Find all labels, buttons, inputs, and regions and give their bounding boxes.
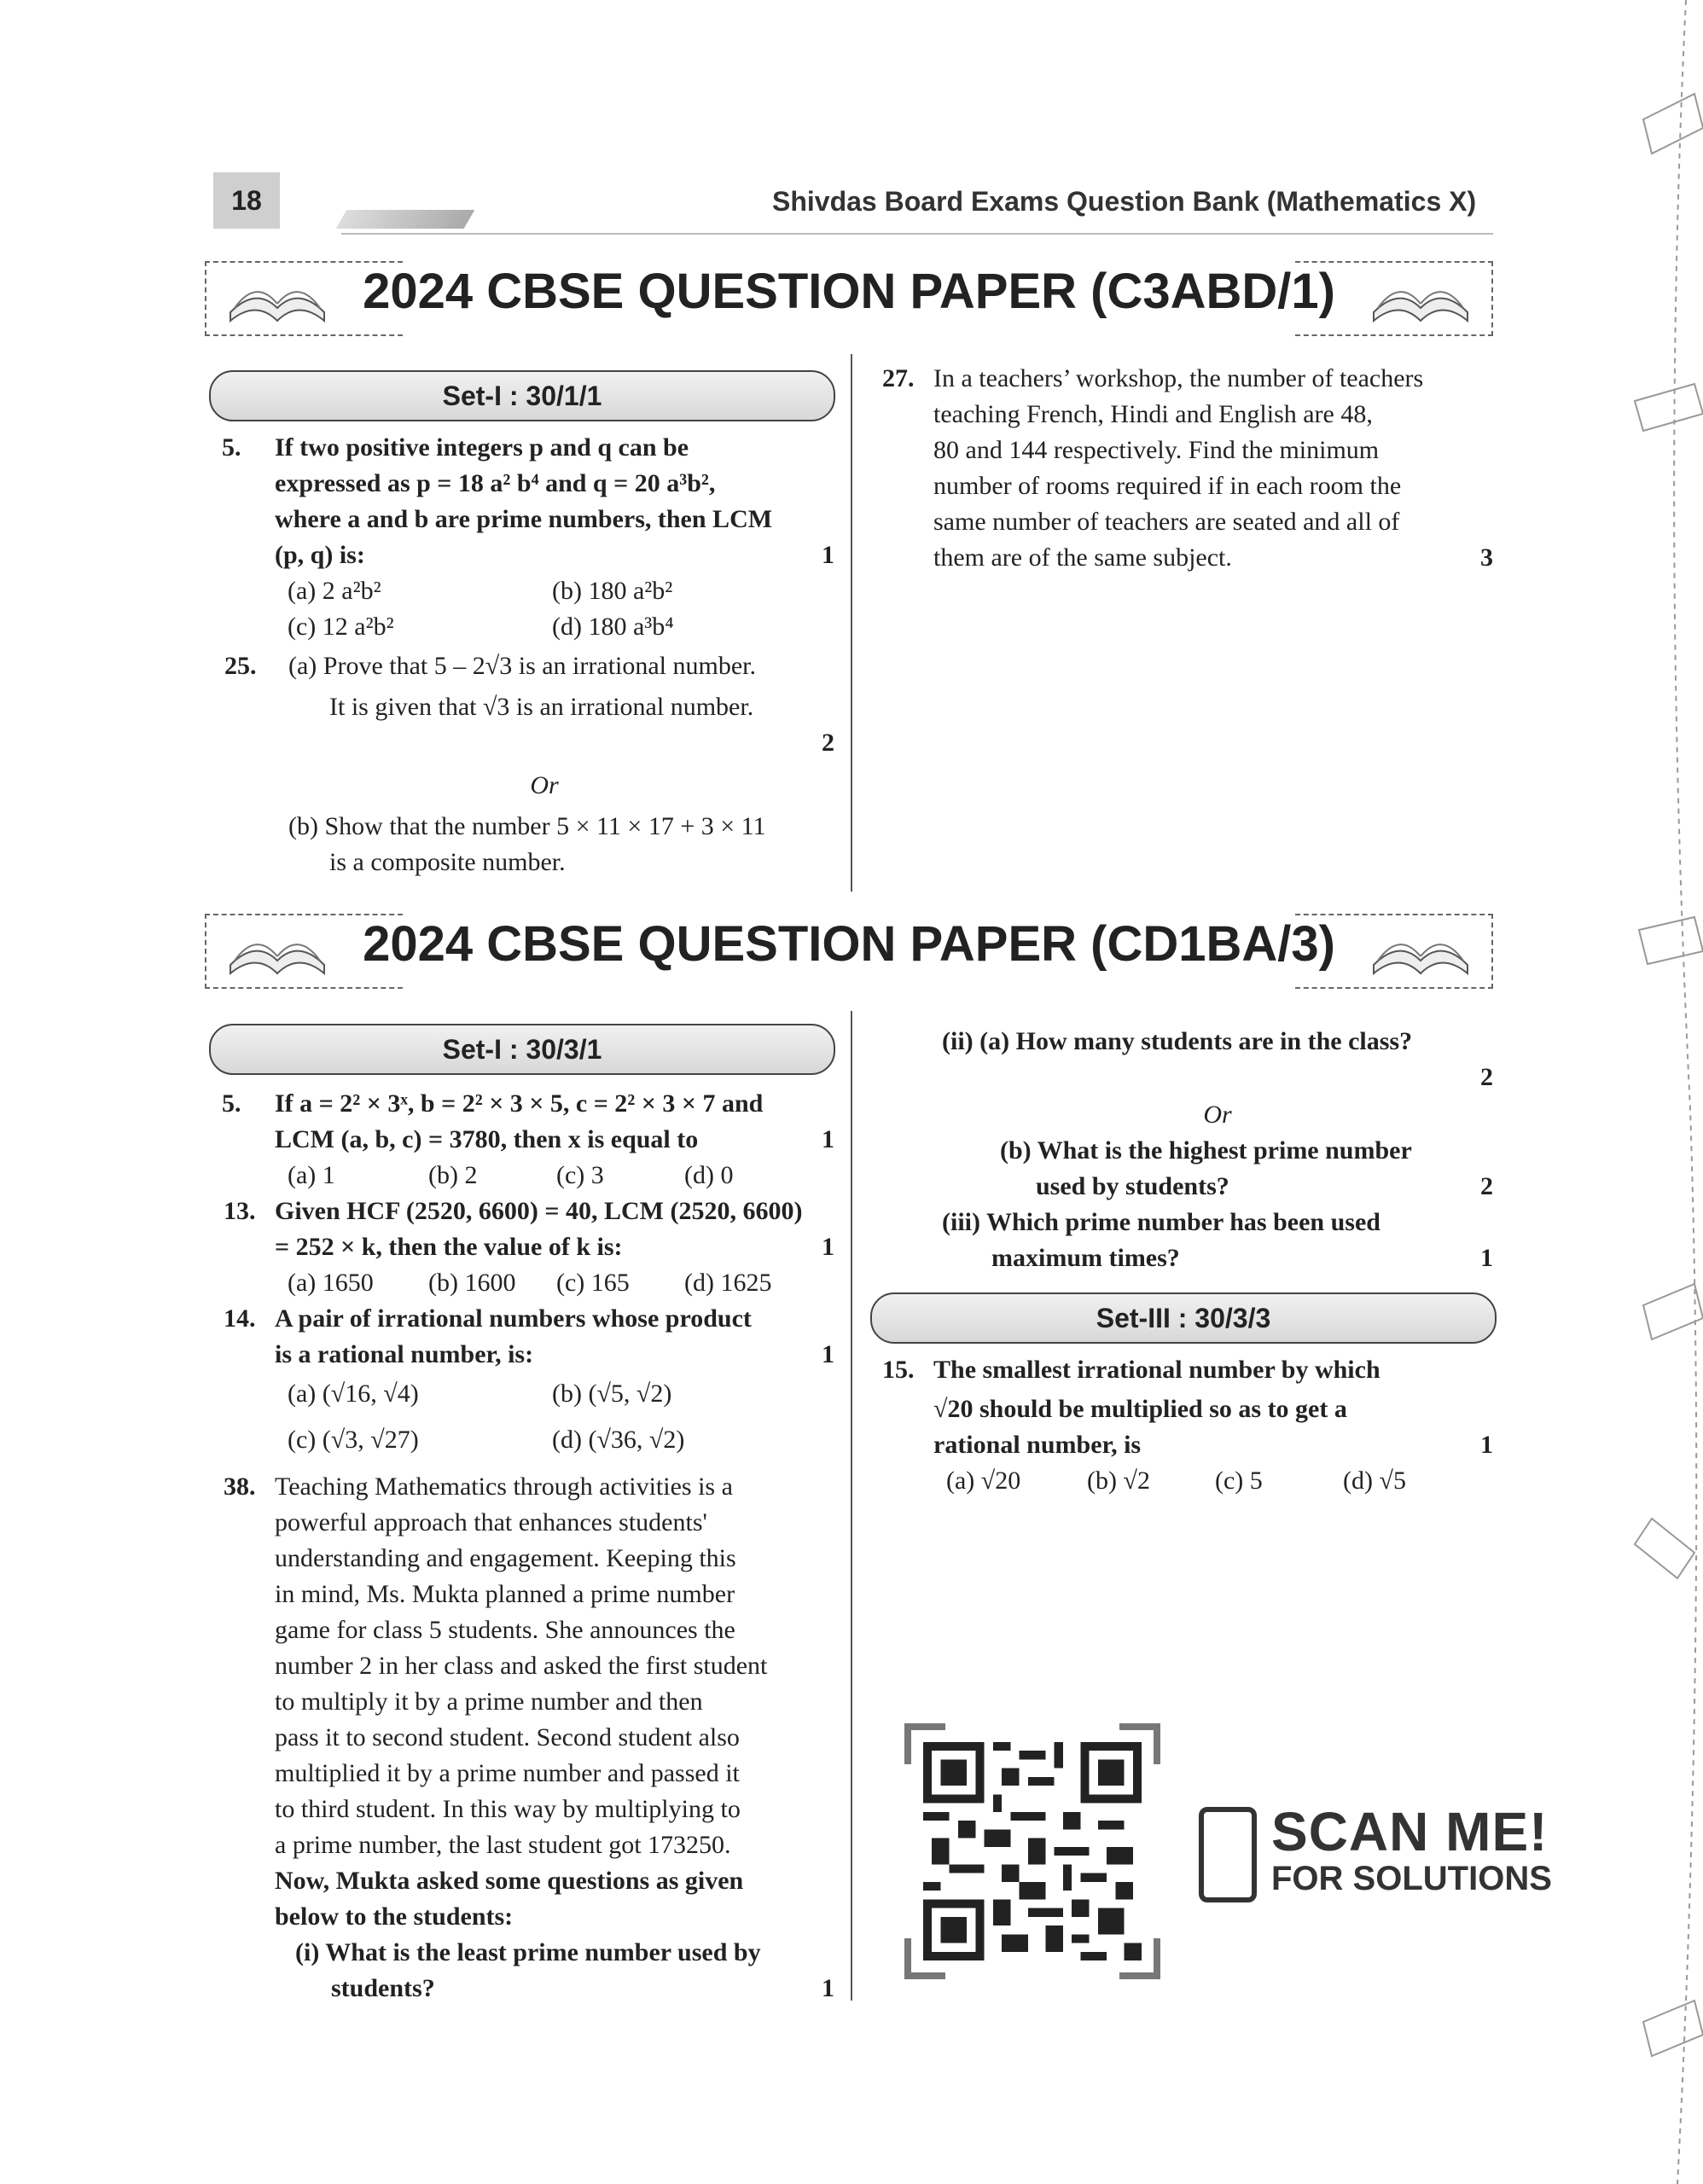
option-d: (d) 1625 [684,1269,772,1297]
marks: 1 [1480,1244,1493,1272]
question-line: It is given that √3 is an irrational number. [329,693,754,721]
question-line: is a rational number, is: [275,1340,534,1368]
section2-title: 2024 CBSE QUESTION PAPER (CD1BA/3) [363,916,1335,972]
question-5-s2 [222,1086,834,1194]
marks: 2 [1480,1063,1493,1091]
question-line: rational number, is [933,1431,1142,1459]
subquestion-i: (i) What is the least prime number used by [295,1938,761,1966]
passage-line: Now, Mukta asked some questions as given [275,1867,744,1895]
marks: 1 [822,541,834,569]
question-line: If two positive integers p and q can be [275,433,689,462]
question-line: Given HCF (2520, 6600) = 40, LCM (2520, 6600) [275,1197,803,1225]
marks: 1 [822,1974,834,2002]
question-38-s2 [224,1469,834,2007]
option-a: (a) 1 [288,1161,335,1189]
question-number: 14. [224,1304,256,1333]
for-solutions-label: FOR SOLUTIONS [1271,1860,1552,1897]
option-a: (a) √20 [946,1467,1021,1495]
marks: 3 [1480,543,1493,572]
option-c: (c) 165 [556,1269,630,1297]
option-a: (a) (√16, √4) [288,1380,419,1408]
question-number: 5. [222,1089,241,1118]
question-line: is a composite number. [329,848,566,876]
set-label: Set-I : 30/1/1 [209,370,835,421]
passage-line: powerful approach that enhances students' [275,1508,707,1536]
page-number: 18 [213,172,280,229]
passage-line: multiplied it by a prime number and passed it [275,1759,740,1787]
passage-line: to third student. In this way by multiplying to [275,1795,741,1823]
option-b: (b) 1600 [428,1269,516,1297]
marks: 1 [822,1233,834,1261]
question-line: (p, q) is: [275,541,365,569]
question-line: expressed as p = 18 a² b⁴ and q = 20 a³b², [275,469,716,497]
margin-decoration [1626,0,1703,2184]
set-label: Set-I : 30/3/1 [209,1024,835,1075]
section1-title: 2024 CBSE QUESTION PAPER (C3ABD/1) [363,264,1335,319]
question-13-s2 [224,1194,834,1301]
subquestion-ii: (ii) (a) How many students are in the class? [942,1027,1413,1055]
option-d: (d) √5 [1343,1467,1406,1495]
question-number: 5. [222,433,241,462]
set-label: Set-III : 30/3/3 [870,1292,1497,1344]
marks: 1 [822,1340,834,1368]
question-line: √20 should be multiplied so as to get a [933,1395,1347,1423]
option-a: (a) 1650 [288,1269,374,1297]
option-d: (d) (√36, √2) [552,1426,685,1454]
header-rule [341,233,1493,235]
passage-line: to multiply it by a prime number and then [275,1687,703,1716]
question-number: 15. [882,1356,915,1384]
qr-pattern [923,1742,1142,1960]
question-line: The smallest irrational number by which [933,1356,1380,1384]
section1-banner [205,256,1493,333]
passage-line: game for class 5 students. She announces the [275,1616,735,1644]
question-15-s3 [882,1352,1493,1499]
question-line: 80 and 144 respectively. Find the minimum [933,436,1380,464]
passage-line: pass it to second student. Second student also [275,1723,740,1751]
question-number: 25. [224,652,257,680]
subquestion-ii-b-cont: used by students? [1036,1172,1229,1200]
option-a: (a) 2 a²b² [288,577,381,605]
question-line: A pair of irrational numbers whose product [275,1304,752,1333]
question-line: LCM (a, b, c) = 3780, then x is equal to [275,1125,699,1153]
or-label: Or [530,771,559,799]
question-line: teaching French, Hindi and English are 48, [933,400,1373,428]
or-label: Or [1203,1101,1232,1129]
question-line: them are of the same subject. [933,543,1232,572]
passage-line: understanding and engagement. Keeping this [275,1544,736,1572]
phone-icon [1199,1807,1257,1902]
marks: 2 [1480,1172,1493,1200]
section2-banner [205,909,1493,985]
question-line: = 252 × k, then the value of k is: [275,1233,623,1261]
subquestion-iii-cont: maximum times? [991,1244,1180,1272]
question-14-s2 [224,1301,834,1468]
option-c: (c) 5 [1215,1467,1263,1495]
question-line: In a teachers’ workshop, the number of teachers [933,364,1424,392]
marks: 1 [1480,1431,1493,1459]
option-d: (d) 180 a³b⁴ [552,613,674,641]
subquestion-i-cont: students? [331,1974,435,2002]
question-number: 13. [224,1197,256,1225]
passage-line: Teaching Mathematics through activities is a [275,1472,733,1501]
qr-code[interactable] [904,1723,1160,1979]
question-line: (b) Show that the number 5 × 11 × 17 + 3 × 11 [288,812,766,840]
option-c: (c) 12 a²b² [288,613,394,641]
question-38-continued [942,1024,1493,1276]
marks: 1 [822,1125,834,1153]
column-divider [851,1011,852,2001]
option-b: (b) (√5, √2) [552,1380,672,1408]
question-line: (a) Prove that 5 – 2√3 is an irrational number. [288,652,756,680]
option-c: (c) (√3, √27) [288,1426,419,1454]
passage-line: in mind, Ms. Mukta planned a prime number [275,1580,735,1608]
question-25-s1 [224,648,834,880]
header-stripe [336,210,475,229]
question-5-s1 [222,430,834,645]
passage-line: a prime number, the last student got 173250. [275,1831,731,1859]
question-number: 27. [882,364,915,392]
question-line: where a and b are prime numbers, then LCM [275,505,773,533]
question-line: number of rooms required if in each room the [933,472,1402,500]
option-b: (b) 180 a²b² [552,577,673,605]
subquestion-iii: (iii) Which prime number has been used [942,1208,1380,1236]
passage-line: number 2 in her class and asked the first student [275,1652,768,1680]
question-line: same number of teachers are seated and all of [933,508,1400,536]
option-d: (d) 0 [684,1161,734,1189]
option-b: (b) √2 [1087,1467,1150,1495]
option-b: (b) 2 [428,1161,478,1189]
scan-me-label: SCAN ME! [1271,1801,1549,1862]
passage-line: below to the students: [275,1902,514,1931]
option-c: (c) 3 [556,1161,604,1189]
marks: 2 [822,729,834,757]
column-divider [851,354,852,892]
question-line: If a = 2² × 3ˣ, b = 2² × 3 × 5, c = 2² × 3 × 7 and [275,1089,764,1118]
question-number: 38. [224,1472,256,1501]
question-27-s1 [882,361,1493,576]
running-head: Shivdas Board Exams Question Bank (Mathematics X) [772,186,1477,217]
subquestion-ii-b: (b) What is the highest prime number [1000,1136,1412,1165]
